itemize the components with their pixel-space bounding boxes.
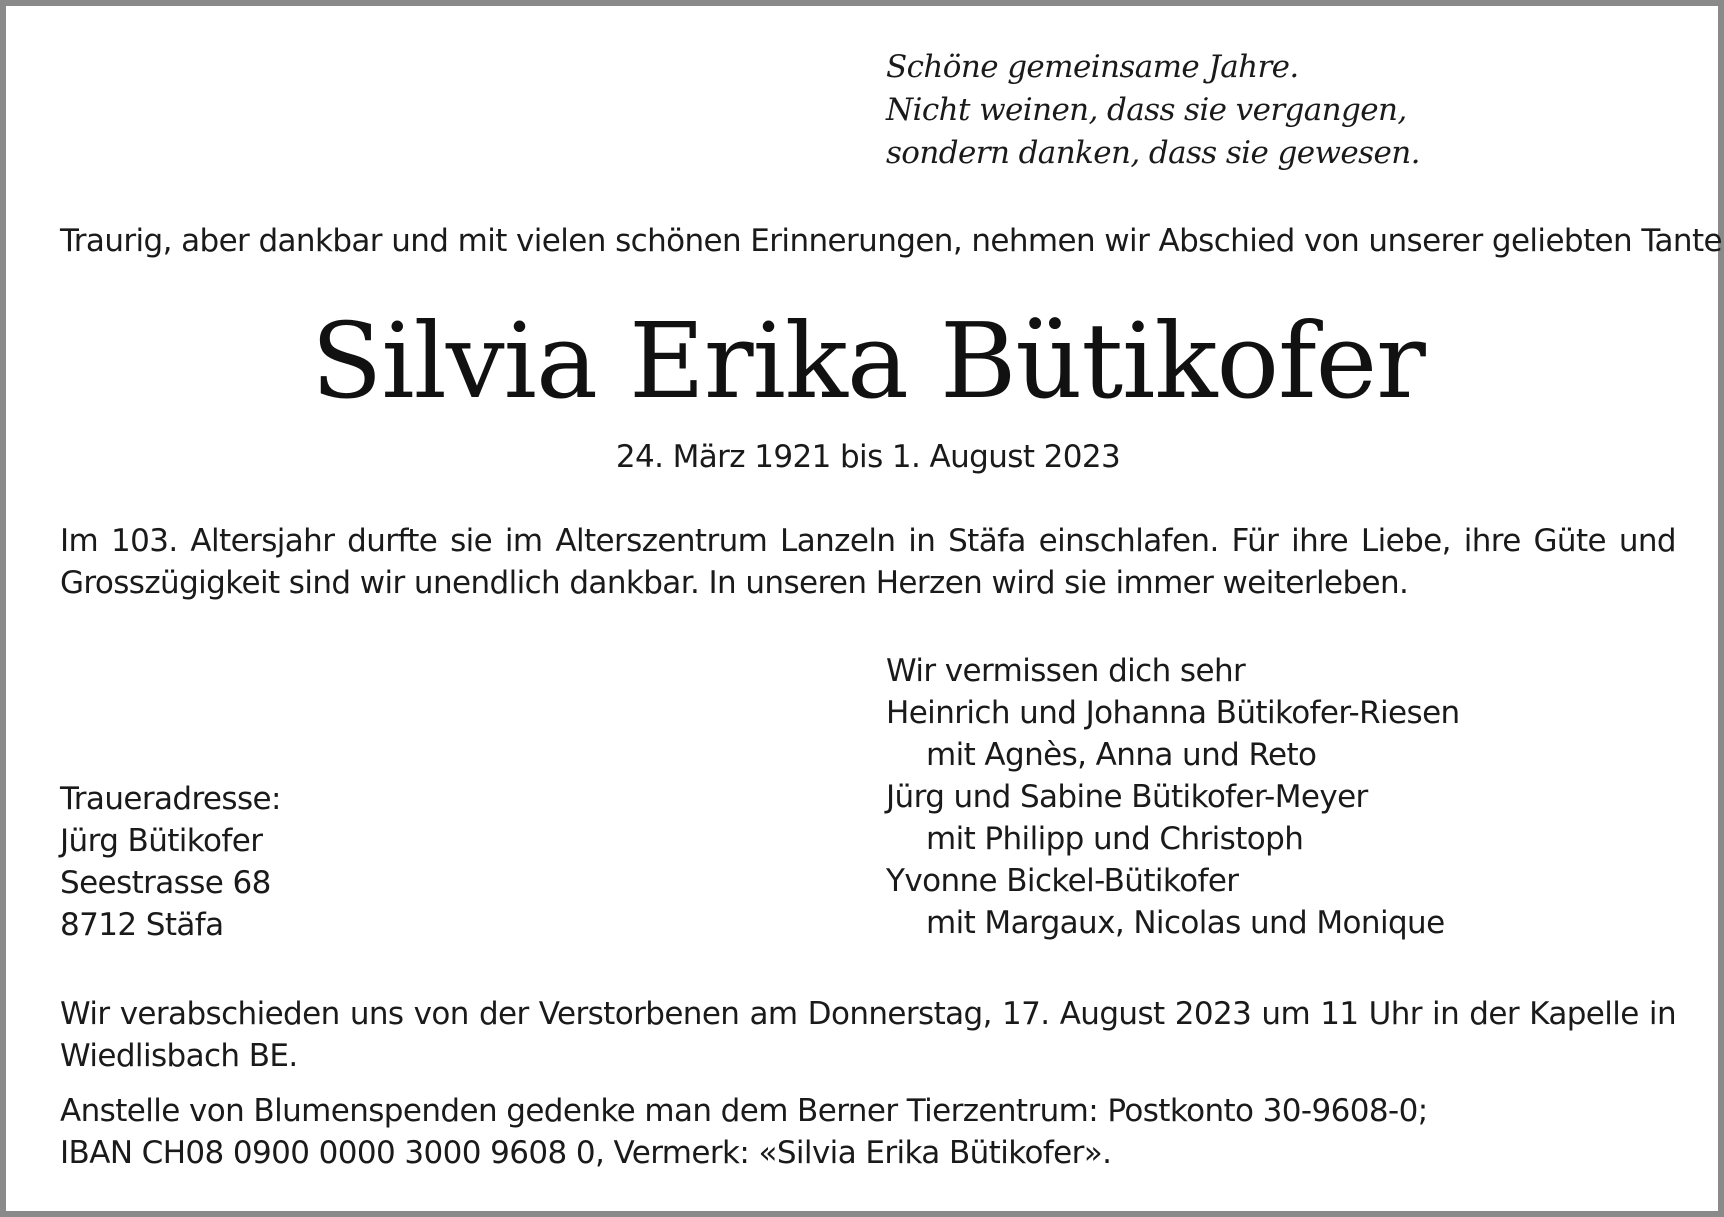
address-label: Traueradresse: [60, 781, 281, 817]
family-children: mit Margaux, Nicolas und Monique [926, 905, 1445, 941]
family-member: Heinrich und Johanna Bütikofer-Riesen [886, 695, 1460, 731]
iban-line: IBAN CH08 0900 0000 3000 9608 0, Vermerk: «Silvia Erika Bütikofer». [60, 1135, 1112, 1171]
family-heading: Wir vermissen dich sehr [886, 653, 1246, 689]
family-member: Jürg und Sabine Bütikofer-Meyer [886, 779, 1368, 815]
motto-line: Schöne gemeinsame Jahre. [886, 49, 1299, 85]
donation-notice [60, 1090, 1676, 1174]
deceased-name: Silvia Erika Bütikofer [311, 300, 1425, 422]
address-city: 8712 Stäfa [60, 907, 224, 943]
motto-line: Nicht weinen, dass sie vergangen, [886, 92, 1407, 128]
family-member: Yvonne Bickel-Bütikofer [886, 863, 1239, 899]
address-street: Seestrasse 68 [60, 865, 271, 901]
tribute-paragraph: Im 103. Altersjahr durfte sie im Alterszentrum Lanzeln in Stäfa einschlafen. Für ihre Liebe, ihre Güte und Grosszügigkeit sind wir unendlich dankbar. In unseren Herzen wird sie immer weiterleben. [60, 523, 1676, 601]
family-list [886, 650, 1460, 944]
motto-line: sondern danken, dass sie gewesen. [886, 135, 1420, 171]
life-dates: 24. März 1921 bis 1. August 2023 [615, 439, 1121, 475]
donation-line: Anstelle von Blumenspenden gedenke man dem Berner Tierzentrum: Postkonto 30-9608-0; [60, 1093, 1428, 1129]
mourning-address [60, 778, 281, 946]
address-name: Jürg Bütikofer [60, 823, 263, 859]
intro-text: Traurig, aber dankbar und mit vielen schönen Erinnerungen, nehmen wir Abschied von unserer geliebten Tante [60, 223, 1723, 259]
funeral-notice: Wir verabschieden uns von der Verstorbenen am Donnerstag, 17. August 2023 um 11 Uhr in der Kapelle in Wiedlisbach BE. [60, 996, 1676, 1074]
family-children: mit Agnès, Anna und Reto [926, 737, 1317, 773]
family-children: mit Philipp und Christoph [926, 821, 1304, 857]
motto-verse [886, 46, 1420, 175]
